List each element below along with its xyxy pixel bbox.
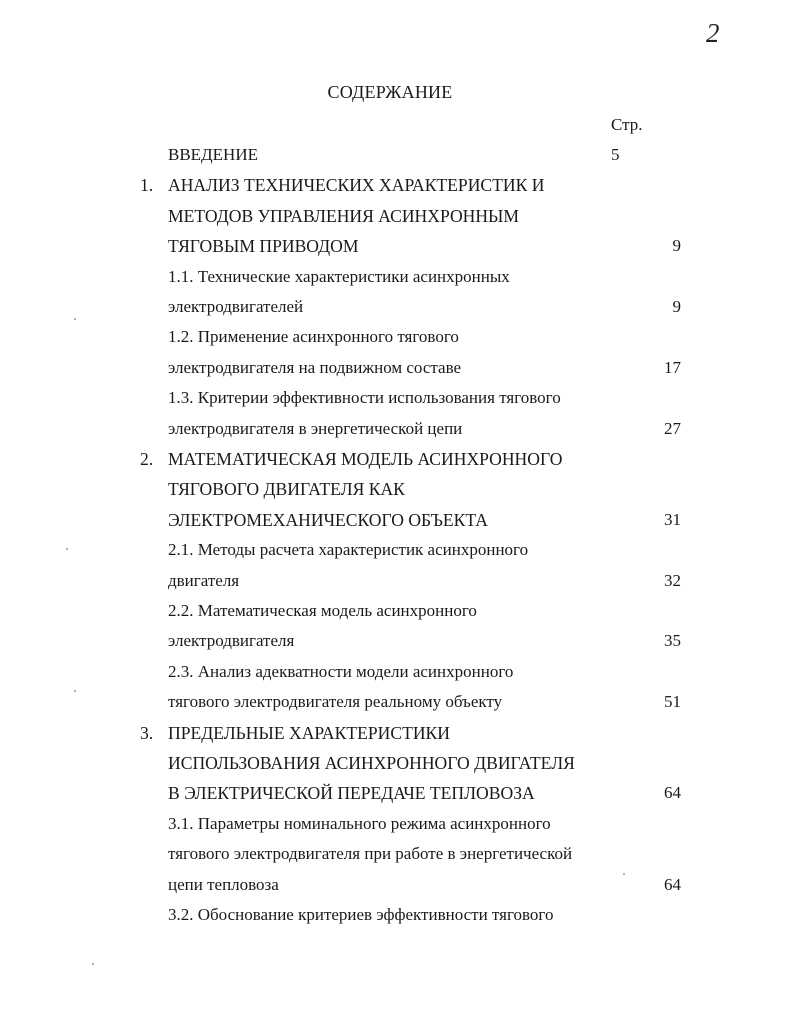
toc-subsection-line: электродвигателя в энергетической цепи bbox=[168, 418, 463, 438]
toc-section-line: АНАЛИЗ ТЕХНИЧЕСКИХ ХАРАКТЕРИСТИК И bbox=[168, 175, 545, 196]
toc-entry-number: 1. bbox=[140, 175, 154, 196]
toc-page-number: 32 bbox=[664, 570, 681, 590]
toc-subsection-line: электродвигателя bbox=[168, 631, 295, 651]
toc-page-number: 51 bbox=[664, 692, 681, 712]
toc-section-line: МАТЕМАТИЧЕСКАЯ МОДЕЛЬ АСИНХРОННОГО bbox=[168, 449, 563, 469]
toc-subsection-line: тягового электродвигателя при работе в энергетической bbox=[168, 844, 573, 864]
toc-subsection-line: ВВЕДЕНИЕ bbox=[168, 145, 258, 164]
toc-page-number: 9 bbox=[672, 236, 681, 256]
toc-subsection-line: тягового электродвигателя реальному объекту bbox=[168, 692, 503, 712]
toc-section-line: ЭЛЕКТРОМЕХАНИЧЕСКОГО ОБЪЕКТА bbox=[168, 509, 488, 530]
toc-page-number: 64 bbox=[664, 874, 681, 894]
toc-subsection-line: 2.3. Анализ адекватности модели асинхронного bbox=[168, 661, 514, 681]
toc-page-number: 35 bbox=[664, 631, 681, 651]
toc-section-line: ИСПОЛЬЗОВАНИЯ АСИНХРОННОГО ДВИГАТЕЛЯ bbox=[168, 753, 575, 773]
page-column-label: Стр. bbox=[611, 115, 643, 134]
toc-section-line: ТЯГОВЫМ ПРИВОДОМ bbox=[168, 236, 359, 257]
toc-section-line: МЕТОДОВ УПРАВЛЕНИЯ АСИНХРОННЫМ bbox=[168, 205, 520, 226]
toc-page-number: 5 bbox=[611, 145, 620, 164]
page-number: 2 bbox=[706, 18, 720, 48]
toc-page-number: 31 bbox=[664, 509, 681, 529]
toc-section-line: ПРЕДЕЛЬНЫЕ ХАРАКТЕРИСТИКИ bbox=[168, 722, 450, 743]
toc-page-number: 27 bbox=[664, 418, 681, 438]
toc-page-number: 17 bbox=[664, 357, 681, 377]
toc-page-number: 64 bbox=[664, 783, 681, 803]
toc-entry-number: 2. bbox=[140, 449, 154, 469]
toc-subsection-line: 2.1. Методы расчета характеристик асинхронного bbox=[168, 540, 529, 560]
toc-subsection-line: двигателя bbox=[168, 570, 240, 590]
toc-subsection-line: 1.1. Технические характеристики асинхронных bbox=[168, 266, 510, 286]
toc-subsection-line: 1.2. Применение асинхронного тягового bbox=[168, 327, 459, 347]
toc-subsection-line: 1.3. Критерии эффективности использования тягового bbox=[168, 388, 561, 408]
toc-entry-number: 3. bbox=[140, 722, 154, 743]
scan-speck bbox=[74, 318, 76, 320]
toc-subsection-line: электродвигателей bbox=[168, 297, 304, 316]
toc-page-number: 9 bbox=[672, 297, 681, 316]
scan-speck bbox=[74, 690, 76, 692]
toc-subsection-line: 2.2. Математическая модель асинхронного bbox=[168, 601, 477, 620]
scan-speck bbox=[92, 963, 94, 965]
toc-section-line: В ЭЛЕКТРИЧЕСКОЙ ПЕРЕДАЧЕ ТЕПЛОВОЗА bbox=[168, 783, 535, 804]
toc-subsection-line: электродвигателя на подвижном составе bbox=[168, 357, 462, 377]
scan-speck bbox=[623, 873, 625, 875]
scan-speck bbox=[66, 548, 68, 550]
toc-subsection-line: цепи тепловоза bbox=[168, 874, 279, 894]
toc-section-line: ТЯГОВОГО ДВИГАТЕЛЯ КАК bbox=[168, 479, 405, 500]
toc-subsection-line: 3.2. Обоснование критериев эффективности тягового bbox=[168, 905, 554, 924]
toc-subsection-line: 3.1. Параметры номинального режима асинхронного bbox=[168, 813, 551, 833]
page-title: СОДЕРЖАНИЕ bbox=[327, 82, 453, 102]
